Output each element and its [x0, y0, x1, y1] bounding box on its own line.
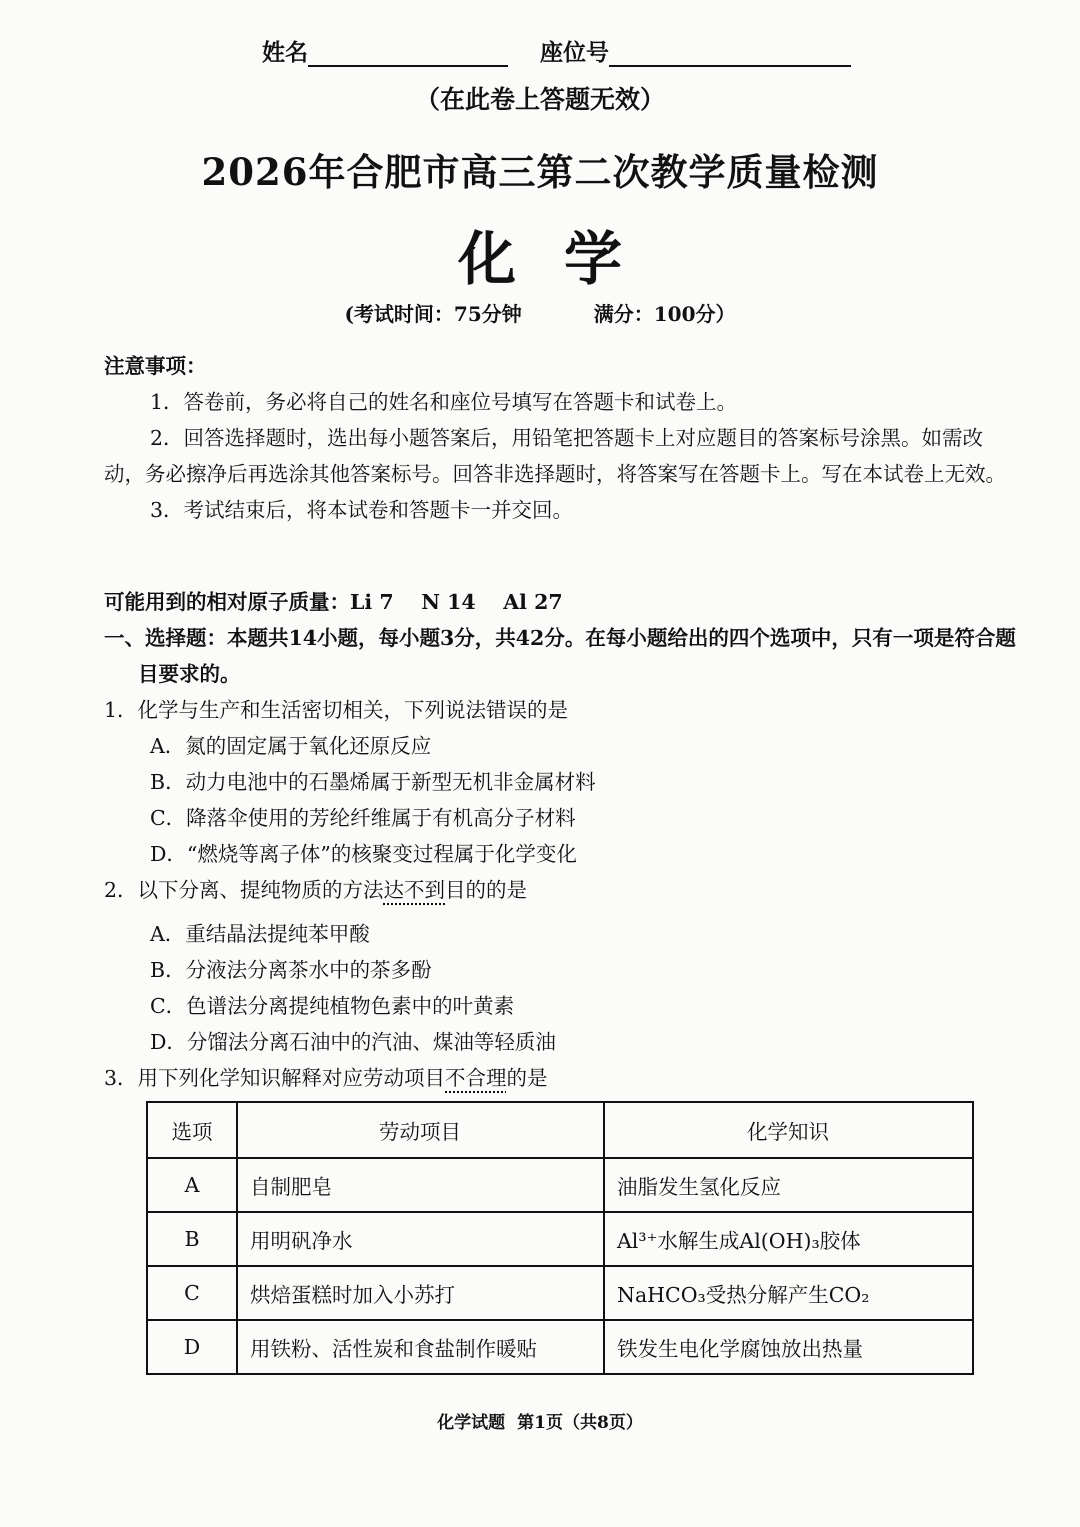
question-3-stem-emphasis: 不合理: [445, 1066, 507, 1090]
table-cell: A: [147, 1158, 237, 1212]
table-row: [147, 1320, 973, 1374]
question-2-stem-post: 目的的是: [445, 878, 528, 902]
table-cell: 烘焙蛋糕时加入小苏打: [237, 1266, 604, 1320]
seat-blank: [609, 43, 851, 67]
table-row: [147, 1212, 973, 1266]
question-1-option-a: A．氮的固定属于氧化还原反应: [150, 734, 432, 758]
full-score: 满分：100分）: [593, 302, 736, 326]
instructions-block: [104, 348, 1024, 528]
invalid-answer-notice: （在此卷上答题无效）: [414, 85, 665, 114]
question-3-stem-pre: 3．用下列化学知识解释对应劳动项目: [104, 1066, 446, 1090]
table-cell: 铁发生电化学腐蚀放出热量: [604, 1320, 973, 1374]
question-2-option-a: A．重结晶法提纯苯甲酸: [150, 922, 370, 946]
section-heading: 一、选择题：本题共14小题，每小题3分，共42分。在每小题给出的四个选项中，只有一项是符合题目要求的。: [104, 626, 1016, 686]
student-info-line: [0, 34, 1080, 68]
table-cell: 用铁粉、活性炭和食盐制作暖贴: [237, 1320, 604, 1374]
table-header-option: 选项: [147, 1102, 237, 1158]
question-3-table: [146, 1101, 974, 1375]
exam-title: 2026年合肥市高三第二次教学质量检测: [201, 150, 879, 194]
instruction-item: 1．答卷前，务必将自己的姓名和座位号填写在答题卡和试卷上。: [150, 390, 738, 414]
table-cell: D: [147, 1320, 237, 1374]
table-cell: 自制肥皂: [237, 1158, 604, 1212]
question-2-option-b: B．分液法分离茶水中的茶多酚: [150, 958, 432, 982]
question-2-option-c: C．色谱法分离提纯植物色素中的叶黄素: [150, 994, 515, 1018]
question-1-option-d: D．“燃烧等离子体”的核聚变过程属于化学变化: [150, 842, 577, 866]
atomic-masses: 可能用到的相对原子质量：Li 7 N 14 Al 27: [104, 590, 563, 614]
seat-label: 座位号: [540, 39, 609, 66]
table-header-labor: 劳动项目: [237, 1102, 604, 1158]
question-2-stem-emphasis: 达不到: [383, 878, 446, 902]
table-row: [147, 1266, 973, 1320]
name-label: 姓名: [262, 39, 308, 66]
name-blank: [308, 43, 508, 67]
instruction-item: 3．考试结束后，将本试卷和答题卡一并交回。: [150, 498, 574, 522]
seat-field: [540, 34, 851, 67]
instruction-item: 2．回答选择题时，选出每小题答案后，用铅笔把答题卡上对应题目的答案标号涂黑。如需改动，务必擦净后再选涂其他答案标号。回答非选择题时，将答案写在答题卡上。写在本试卷上无效。: [104, 426, 1006, 486]
table-header-knowledge: 化学知识: [604, 1102, 973, 1158]
footer-page-number: 第1页（共8页）: [517, 1413, 643, 1433]
page-footer: [0, 1408, 1080, 1433]
question-3-stem: [104, 1060, 1024, 1096]
question-block: [104, 584, 1024, 1096]
table-cell: 油脂发生氢化反应: [604, 1158, 973, 1212]
table-cell: 用明矾净水: [237, 1212, 604, 1266]
question-2-option-d: D．分馏法分离石油中的汽油、煤油等轻质油: [150, 1030, 556, 1054]
table-row: [147, 1158, 973, 1212]
table-cell: B: [147, 1212, 237, 1266]
footer-subject: 化学试题: [437, 1413, 506, 1433]
name-field: [262, 34, 508, 67]
question-1-stem: 1．化学与生产和生活密切相关，下列说法错误的是: [104, 698, 569, 722]
question-1-option-c: C．降落伞使用的芳纶纤维属于有机高分子材料: [150, 806, 576, 830]
question-2-stem-pre: 2．以下分离、提纯物质的方法: [104, 878, 384, 902]
table-cell: C: [147, 1266, 237, 1320]
question-3-stem-post: 的是: [506, 1066, 548, 1090]
table-cell: NaHCO₃受热分解产生CO₂: [604, 1266, 973, 1320]
question-1-option-b: B．动力电池中的石墨烯属于新型无机非金属材料: [150, 770, 596, 794]
question-2-stem: [104, 872, 1024, 908]
exam-time: (考试时间：75分钟: [344, 302, 522, 326]
table-header-row: [147, 1102, 973, 1158]
instructions-heading: 注意事项：: [104, 354, 207, 378]
exam-meta: [0, 298, 1080, 327]
table-cell: Al³⁺水解生成Al(OH)₃胶体: [604, 1212, 973, 1266]
subject-title: 化学: [457, 225, 670, 293]
